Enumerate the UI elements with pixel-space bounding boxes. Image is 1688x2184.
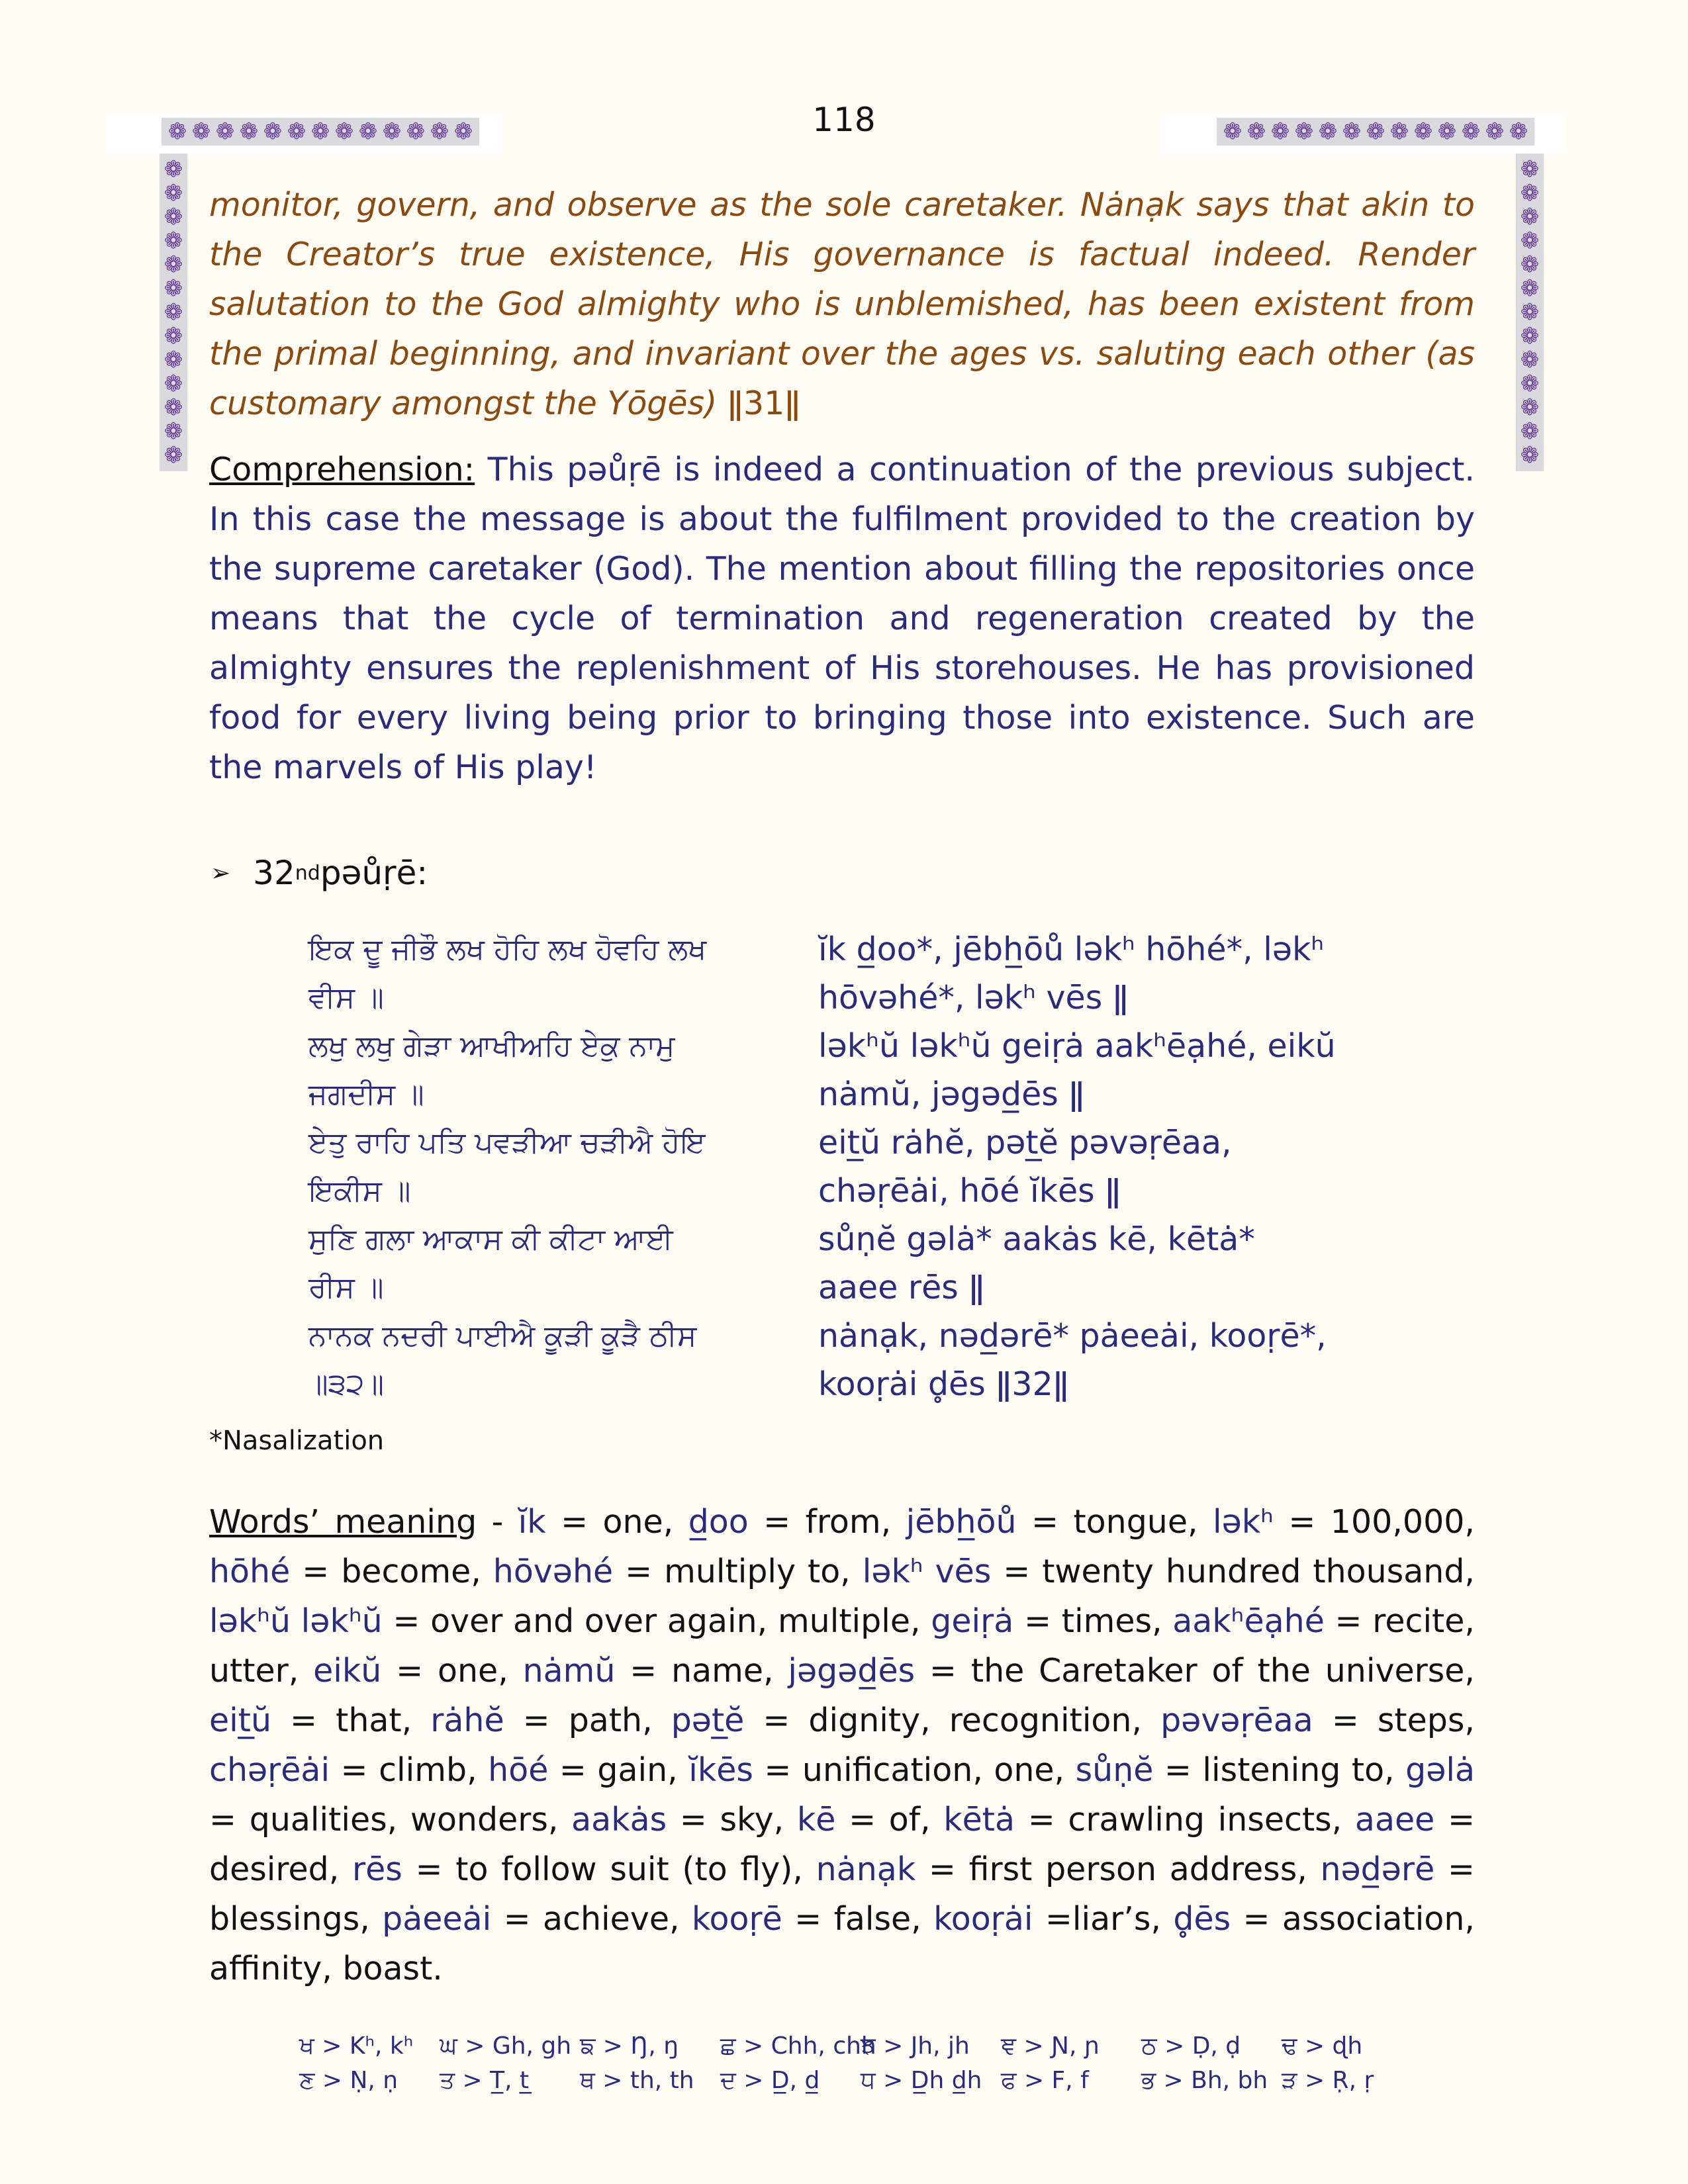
glossary-term: kētȧ	[943, 1801, 1015, 1839]
verse-row	[308, 925, 1500, 974]
glossary-term: ləkʰŭ ləkʰŭ	[209, 1602, 383, 1640]
glossary-definition: = recite, utter,	[209, 1602, 1475, 1690]
transliteration-line: ĭk d̲oo*, jēbh̲ōů ləkʰ hōhé*, ləkʰ	[818, 931, 1325, 968]
flower-icon: ❁	[1520, 394, 1540, 421]
glossary-definition: = to follow suit (to fly),	[402, 1850, 816, 1888]
comprehension-text: This pəůṛē is indeed a continuation of the previous subject. In this case the message is about the fulfilment provided to the creation by the supreme caretaker (God). The mention about filling the repositories once means that the cycle of termination and regeneration created by the almighty ensures the replenishment of His storehouses. He has provisioned food for every living being prior to bringing those into existence. Such are the marvels of His play!	[209, 451, 1475, 786]
flower-icon: ❁	[1509, 118, 1528, 145]
flower-icon: ❁	[1520, 228, 1540, 254]
words-meaning-separator: -	[477, 1503, 518, 1541]
key-entry: ਞ > Ɲ, ɲ	[1001, 2032, 1100, 2060]
glossary-definition: = tongue,	[1016, 1503, 1213, 1541]
glossary-term: kooṛȧi	[933, 1900, 1033, 1938]
key-row	[299, 2029, 1425, 2064]
key-entry: ਧ > D̲h d̲h	[861, 2067, 982, 2094]
glossary-definition: = that,	[271, 1702, 431, 1739]
flower-icon: ❁	[164, 323, 183, 349]
glossary-term: hōvəhé	[492, 1553, 614, 1590]
glossary-term: eikŭ	[313, 1652, 382, 1690]
glossary-definition: = become,	[290, 1553, 493, 1590]
gurmukhi-line: ਸੁਣਿ ਗਲਾ ਆਕਾਸ ਕੀ ਕੀਟਾ ਆਈ	[308, 1222, 673, 1256]
glossary-definition: = gain,	[548, 1751, 689, 1789]
glossary-term: kē	[796, 1801, 836, 1839]
glossary-definition: = from,	[748, 1503, 906, 1541]
key-entry: ਦ > D̲, d̲	[720, 2067, 820, 2094]
glossary-term: hōé	[488, 1751, 549, 1789]
flower-icon: ❁	[1413, 118, 1433, 145]
glossary-definition: = listening to,	[1153, 1751, 1406, 1789]
flower-icon: ❁	[1520, 442, 1540, 469]
gurmukhi-line: ਜਗਦੀਸ ॥	[308, 1077, 424, 1111]
key-entry: ਠ > Ḍ, ḍ	[1141, 2032, 1241, 2060]
nasalization-note: *Nasalization	[209, 1426, 385, 1456]
flower-icon: ❁	[164, 156, 183, 183]
flower-border-top-left	[162, 118, 479, 146]
glossary-term: rēs	[352, 1850, 402, 1888]
words-meaning-paragraph	[209, 1497, 1475, 1993]
key-entry: ਙ > Ŋ, ŋ	[580, 2032, 679, 2060]
glossary-definition: = steps,	[1313, 1702, 1475, 1739]
glossary-term: d̥ēs	[1173, 1900, 1231, 1938]
glossary-definition: = 100,000,	[1273, 1503, 1475, 1541]
glossary-definition: = path,	[504, 1702, 671, 1739]
flower-icon: ❁	[358, 118, 378, 145]
flower-icon: ❁	[1437, 118, 1457, 145]
pauri-number: 32	[253, 854, 295, 892]
glossary-term: ĭk	[518, 1503, 546, 1541]
gurmukhi-line: ਰੀਸ ॥	[308, 1271, 384, 1304]
flower-icon: ❁	[1461, 118, 1481, 145]
flower-icon: ❁	[1520, 251, 1540, 278]
verse-row	[308, 1070, 1500, 1118]
arrow-bullet-icon: ➢	[211, 859, 231, 887]
flower-icon: ❁	[1520, 275, 1540, 302]
flower-icon: ❁	[167, 118, 187, 145]
flower-icon: ❁	[164, 180, 183, 206]
flower-icon: ❁	[1520, 323, 1540, 349]
gurmukhi-line: ਵੀਸ ॥	[308, 981, 384, 1015]
key-entry: ਢ > ɖh	[1282, 2032, 1363, 2060]
flower-icon: ❁	[1520, 180, 1540, 206]
quote-text: monitor, govern, and observe as the sole caretaker. Nȧnạk says that akin to the Creator’s true existence, His governance is factual indeed. Render salutation to the God almighty who is unblemished, has been existent from the primal beginning, and invariant over the ages vs. saluting each other (as customary amongst the Yōgēs)	[209, 186, 1475, 422]
verse-row	[308, 974, 1500, 1022]
quote-paragraph	[209, 180, 1475, 428]
flower-icon: ❁	[1246, 118, 1266, 145]
glossary-term: nȧnạk	[816, 1850, 916, 1888]
flower-icon: ❁	[1520, 204, 1540, 230]
words-meaning-label: Words’ meaning	[209, 1503, 477, 1541]
flower-icon: ❁	[215, 118, 235, 145]
flower-icon: ❁	[263, 118, 283, 145]
glossary-term: ləkʰ	[1212, 1503, 1274, 1541]
key-entry: ਭ > Bh, bh	[1141, 2067, 1268, 2094]
glossary-definition: = achieve,	[491, 1900, 692, 1938]
flower-border-right	[1516, 154, 1544, 471]
glossary-term: rȧhĕ	[430, 1702, 504, 1739]
glossary-definition: = association, affinity, boast.	[209, 1900, 1475, 1987]
key-entry: ੜ > Ṛ, ṛ	[1282, 2067, 1374, 2094]
flower-icon: ❁	[191, 118, 211, 145]
key-entry: ਘ > Gh, gh	[440, 2032, 572, 2060]
transliteration-line: nȧnạk, nəd̲ərē* pȧeeȧi, kooṛē*,	[818, 1317, 1327, 1355]
flower-icon: ❁	[1223, 118, 1243, 145]
key-entry: ਖ > Kʰ, kʰ	[299, 2032, 414, 2060]
transliteration-line: eit̲ŭ rȧhĕ, pət̲ĕ pəvəṛēaa,	[818, 1124, 1232, 1161]
quote-end-mark: ǁ31ǁ	[717, 385, 801, 422]
glossary-term: nȧmŭ	[522, 1652, 616, 1690]
flower-border-top-right	[1217, 118, 1534, 146]
verse-table	[308, 925, 1500, 1408]
flower-icon: ❁	[453, 118, 473, 145]
glossary-term: sůṇĕ	[1075, 1751, 1154, 1789]
glossary-term: ĭkēs	[688, 1751, 753, 1789]
glossary-term: eit̲ŭ	[209, 1702, 272, 1739]
gurmukhi-line: ਇਕੀਸ ॥	[308, 1174, 411, 1208]
comprehension-paragraph	[209, 445, 1475, 792]
flower-icon: ❁	[164, 228, 183, 254]
flower-icon: ❁	[287, 118, 306, 145]
glossary-definition: =liar’s,	[1033, 1900, 1174, 1938]
flower-icon: ❁	[164, 299, 183, 326]
flower-border-left	[160, 154, 187, 471]
glossary-definition: = of,	[835, 1801, 944, 1839]
verse-row	[308, 1360, 1500, 1408]
glossary-definition: = the Caretaker of the universe,	[915, 1652, 1475, 1690]
key-row	[299, 2064, 1425, 2098]
flower-icon: ❁	[164, 394, 183, 421]
gurmukhi-line: ਨਾਨਕ ਨਦਰੀ ਪਾਈਐ ਕੂੜੀ ਕੂੜੈ ਠੀਸ	[308, 1319, 697, 1353]
glossary-term: pȧeeȧi	[382, 1900, 492, 1938]
transliteration-line: chəṛēȧi, hōé ĭkēs ǁ	[818, 1172, 1121, 1210]
flower-icon: ❁	[164, 347, 183, 373]
flower-icon: ❁	[1366, 118, 1385, 145]
transliteration-key	[299, 2029, 1425, 2098]
glossary-definition: = over and over again, multiple,	[382, 1602, 931, 1640]
glossary-definition: = unification, one,	[753, 1751, 1076, 1789]
flower-icon: ❁	[1520, 418, 1540, 445]
glossary-definition: = one,	[381, 1652, 523, 1690]
key-entry: ਥ > th, th	[580, 2067, 694, 2094]
glossary-definition: = false,	[782, 1900, 934, 1938]
flower-icon: ❁	[1342, 118, 1362, 145]
flower-icon: ❁	[1520, 347, 1540, 373]
gurmukhi-line: ਇਕ ਦੂ ਜੀਭੌ ਲਖ ਹੋਹਿ ਲਖ ਹੋਵਹਿ ਲਖ	[308, 933, 707, 966]
flower-icon: ❁	[164, 442, 183, 469]
flower-icon: ❁	[164, 371, 183, 397]
glossary-definition: = first person address,	[915, 1850, 1321, 1888]
flower-icon: ❁	[1318, 118, 1338, 145]
glossary-term: ləkʰ vēs	[862, 1553, 992, 1590]
glossary-term: pəvəṛēaa	[1160, 1702, 1313, 1739]
flower-icon: ❁	[164, 275, 183, 302]
glossary-definition: = twenty hundred thousand,	[991, 1553, 1475, 1590]
glossary-term: jēbh̲ōů	[906, 1503, 1017, 1541]
page-number: 118	[812, 101, 876, 139]
glossary-definition: = desired,	[209, 1801, 1475, 1888]
glossary-term: gəlȧ	[1405, 1751, 1475, 1789]
pauri-heading	[211, 854, 428, 892]
gurmukhi-line: ॥੩੨॥	[308, 1367, 385, 1401]
flower-icon: ❁	[310, 118, 330, 145]
pauri-ordinal-suffix: nd	[295, 861, 320, 885]
glossary-term: jəgəd̲ēs	[788, 1652, 915, 1690]
flower-icon: ❁	[1520, 156, 1540, 183]
transliteration-line: hōvəhé*, ləkʰ vēs ǁ	[818, 979, 1129, 1017]
flower-icon: ❁	[1520, 371, 1540, 397]
verse-row	[308, 1167, 1500, 1215]
glossary-term: chəṛēȧi	[209, 1751, 330, 1789]
glossary-term: nəd̲ərē	[1320, 1850, 1435, 1888]
gurmukhi-line: ਲਖੁ ਲਖੁ ਗੇੜਾ ਆਖੀਅਹਿ ਏਕੁ ਨਾਮੁ	[308, 1029, 675, 1063]
transliteration-line: aaee rēs ǁ	[818, 1269, 985, 1306]
transliteration-line: nȧmŭ, jəgəd̲ēs ǁ	[818, 1075, 1085, 1113]
key-entry: ਣ > Ṇ, ṇ	[299, 2067, 399, 2094]
flower-icon: ❁	[382, 118, 402, 145]
verse-row	[308, 1215, 1500, 1263]
glossary-term: pət̲ĕ	[671, 1702, 745, 1739]
glossary-definition: = sky,	[667, 1801, 797, 1839]
glossary-definition: = times,	[1013, 1602, 1173, 1640]
flower-icon: ❁	[239, 118, 259, 145]
key-entry: ਛ > Chh, chh	[720, 2032, 876, 2060]
flower-icon: ❁	[1389, 118, 1409, 145]
glossary-term: d̲oo	[688, 1503, 749, 1541]
glossary-term: geiṛȧ	[931, 1602, 1014, 1640]
flower-icon: ❁	[164, 204, 183, 230]
glossary-definition: = multiply to,	[613, 1553, 863, 1590]
verse-row	[308, 1022, 1500, 1070]
glossary-definition: = one,	[545, 1503, 688, 1541]
key-entry: ਫ > F, f	[1001, 2067, 1089, 2094]
glossary-definition: = blessings,	[209, 1850, 1475, 1938]
flower-icon: ❁	[406, 118, 426, 145]
glossary-term: aakʰēạhé	[1172, 1602, 1325, 1640]
glossary-definition: = qualities, wonders,	[209, 1801, 572, 1839]
glossary-term: kooṛē	[691, 1900, 782, 1938]
glossary-term: aaee	[1354, 1801, 1435, 1839]
pauri-word: pəůṛē:	[320, 854, 428, 892]
glossary-definition: = climb,	[330, 1751, 489, 1789]
glossary-definition: = dignity, recognition,	[744, 1702, 1161, 1739]
glossary-term: hōhé	[209, 1553, 291, 1590]
key-entry: ਝ > Jh, jh	[861, 2032, 970, 2060]
key-entry: ਤ > T̲, t̲	[440, 2067, 530, 2094]
glossary-definition: = name,	[615, 1652, 788, 1690]
flower-icon: ❁	[1270, 118, 1290, 145]
flower-icon: ❁	[1485, 118, 1505, 145]
verse-row	[308, 1263, 1500, 1312]
glossary-term: aakȧs	[571, 1801, 667, 1839]
flower-icon: ❁	[164, 418, 183, 445]
transliteration-line: kooṛȧi d̥ēs ǁ32ǁ	[818, 1365, 1069, 1403]
transliteration-line: ləkʰŭ ləkʰŭ geiṛȧ aakʰēạhé, eikŭ	[818, 1027, 1336, 1065]
flower-icon: ❁	[1294, 118, 1314, 145]
flower-icon: ❁	[430, 118, 449, 145]
flower-icon: ❁	[1520, 299, 1540, 326]
gurmukhi-line: ਏਤੁ ਰਾਹਿ ਪਤਿ ਪਵੜੀਆ ਚੜੀਐ ਹੋਇ	[308, 1126, 706, 1160]
flower-icon: ❁	[164, 251, 183, 278]
transliteration-line: sůṇĕ gəlȧ* aakȧs kē, kētȧ*	[818, 1220, 1255, 1258]
verse-row	[308, 1118, 1500, 1167]
flower-icon: ❁	[334, 118, 354, 145]
glossary-definition: = crawling insects,	[1015, 1801, 1355, 1839]
comprehension-label: Comprehension:	[209, 451, 475, 488]
verse-row	[308, 1312, 1500, 1360]
